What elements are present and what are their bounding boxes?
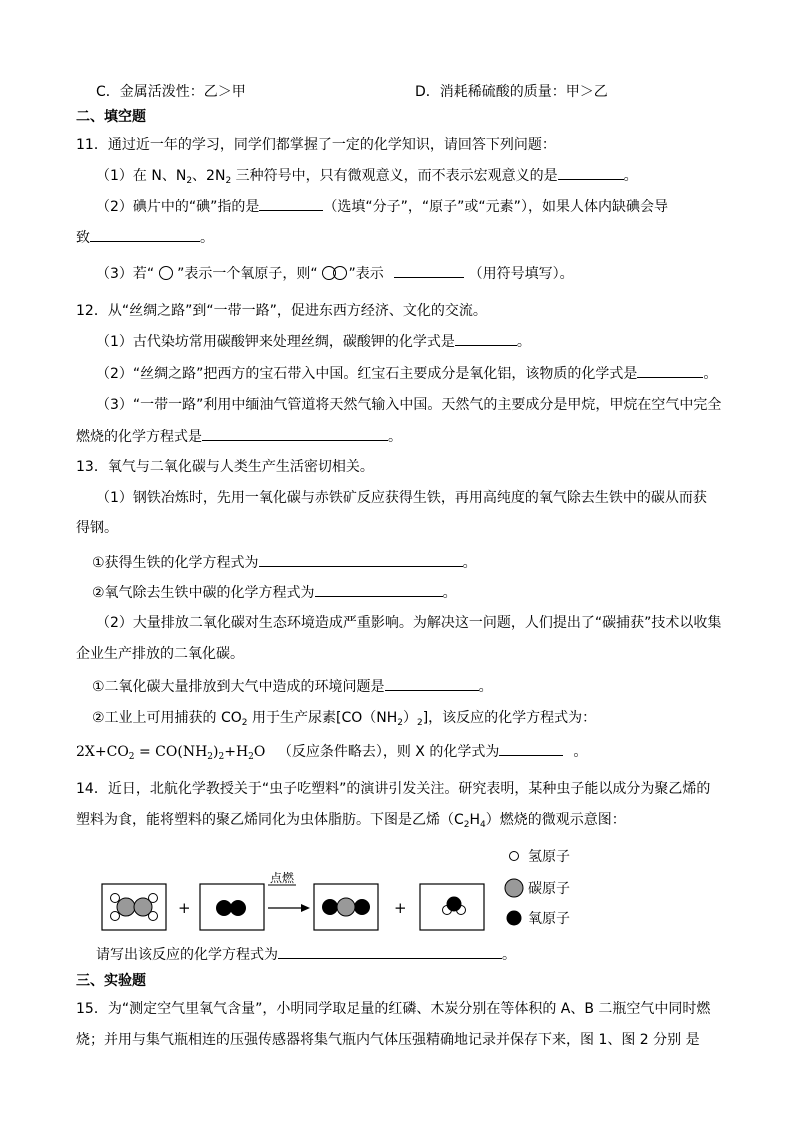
answer-blank[interactable]	[202, 426, 388, 441]
answer-blank[interactable]	[90, 227, 200, 242]
answer-blank[interactable]	[455, 331, 517, 346]
oxygen-atom	[230, 900, 246, 916]
arrow-head-icon	[301, 904, 310, 912]
answer-blank[interactable]	[315, 582, 443, 597]
q14-stem: 14．近日，北航化学教授关于“虫子吃塑料”的演讲引发关注。研究表明，某种虫子能以成分为聚乙烯的	[76, 781, 711, 797]
oxygen-atom-icon	[159, 266, 173, 280]
answer-blank[interactable]	[278, 944, 502, 959]
q13-equation: $2X+CO_2 = CO(NH_2)_2+H_2O$ （反应条件略去），则 X 的化学式为 。	[76, 741, 587, 762]
oxygen-atom	[322, 899, 338, 915]
urea-equation: $2X+CO_2 = CO(NH_2)_2+H_2O$	[76, 744, 266, 762]
legend-oxygen-icon	[507, 911, 522, 926]
oxygen-atom	[354, 899, 370, 915]
q11-part2: （2）碘片中的“碘”指的是 （选填“分子”，“原子”或“元素”），如果人体内缺碘会导	[96, 196, 668, 217]
q14-ask: 请写出该反应的化学方程式为 。	[96, 944, 516, 965]
q13-sub2: ②氧气除去生铁中碳的化学方程式为 。	[92, 582, 457, 603]
q11-part3: （3）若“ ”表示一个氧原子，则“ ”表示 （用符号填写）。	[96, 263, 574, 286]
q13-part2: （2）大量排放二氧化碳对生态环境造成严重影响。为解决这一问题，人们提出了“碳捕获”技术以收集	[96, 615, 722, 631]
carbon-atom	[337, 898, 355, 916]
option-c: C．金属活泼性：乙＞甲	[96, 84, 246, 100]
hydrogen-atom	[111, 912, 120, 921]
oxygen-molecule-icon	[322, 266, 344, 286]
answer-blank[interactable]	[385, 676, 479, 691]
legend-carbon-icon	[505, 879, 523, 897]
q11-stem: 11．通过近一年的学习，同学们都掌握了一定的化学知识，请回答下列问题：	[76, 137, 556, 153]
oxygen-atom	[216, 900, 232, 916]
legend-hydrogen-label: 氢原子	[528, 849, 570, 865]
hydrogen-atom	[111, 894, 120, 903]
section-title-experiment: 三、实验题	[76, 973, 146, 989]
q13-stem: 13．氧气与二氧化碳与人类生产生活密切相关。	[76, 459, 374, 475]
q12-stem: 12．从“丝绸之路”到“一带一路”，促进东西方经济、文化的交流。	[76, 303, 487, 319]
q13-part2-cont: 企业生产排放的二氧化碳。	[76, 646, 244, 662]
ethylene-combustion-diagram	[96, 842, 616, 940]
answer-blank[interactable]	[558, 165, 624, 180]
q13-sub4: ②工业上可用捕获的 $CO_2$ 用于生产尿素$[CO(NH_2)_2]$，该反应的化学方程式为：	[92, 710, 597, 728]
q14-stem-cont: 塑料为食，能将塑料的聚乙烯同化为虫体脂肪。下图是乙烯$(C_2H_4)$燃烧的微观示意图：	[76, 812, 626, 830]
plus-sign: +	[178, 899, 191, 917]
answer-blank[interactable]	[259, 196, 323, 211]
q11-part1: （1）在 N、$N_2$、$2N_2$ 三种符号中，只有微观意义，而不表示宏观意义的是 。	[96, 165, 638, 186]
legend-hydrogen-icon	[510, 852, 519, 861]
reaction-condition: 点燃	[270, 871, 295, 885]
plus-sign: +	[394, 899, 407, 917]
carbon-atom	[134, 898, 152, 916]
section-title-fill-in: 二、填空题	[76, 109, 146, 125]
carbon-atom	[117, 898, 135, 916]
q13-part1: （1）钢铁冶炼时，先用一氧化碳与赤铁矿反应获得生铁，再用高纯度的氧气除去生铁中的碳从而获	[96, 490, 707, 506]
q13-sub1: ①获得生铁的化学方程式为 。	[92, 552, 477, 573]
answer-blank[interactable]	[637, 363, 703, 378]
q15-stem-cont: 烧；并用与集气瓶相连的压强传感器将集气瓶内气体压强精确地记录并保存下来，图 1、图 2 分别 是	[76, 1032, 700, 1048]
legend-oxygen-label: 氧原子	[528, 911, 570, 927]
answer-blank[interactable]	[499, 741, 563, 756]
answer-blank[interactable]	[394, 263, 464, 278]
oxygen-atom	[447, 897, 462, 912]
q13-part1-cont: 得钢。	[76, 520, 118, 536]
answer-blank[interactable]	[259, 552, 463, 567]
legend-carbon-label: 碳原子	[528, 881, 570, 897]
q13-sub3: ①二氧化碳大量排放到大气中造成的环境问题是 。	[92, 676, 493, 697]
q12-part2: （2）“丝绸之路”把西方的宝石带入中国。红宝石主要成分是氧化铝，该物质的化学式是 。	[96, 363, 717, 384]
option-d: D．消耗稀硫酸的质量：甲＞乙	[415, 84, 608, 100]
q12-part1: （1）古代染坊常用碳酸钾来处理丝绸，碳酸钾的化学式是 。	[96, 331, 531, 352]
q12-part3: （3）“一带一路”利用中缅油气管道将天然气输入中国。天然气的主要成分是甲烷，甲烷在空气中完全	[96, 397, 722, 413]
q15-stem: 15．为“测定空气里氧气含量”，小明同学取足量的红磷、木炭分别在等体积的 A、B 二瓶空气中同时燃	[76, 1001, 711, 1017]
q11-part2-cont: 致 。	[76, 227, 214, 248]
q12-part3-cont: 燃烧的化学方程式是 。	[76, 426, 402, 447]
